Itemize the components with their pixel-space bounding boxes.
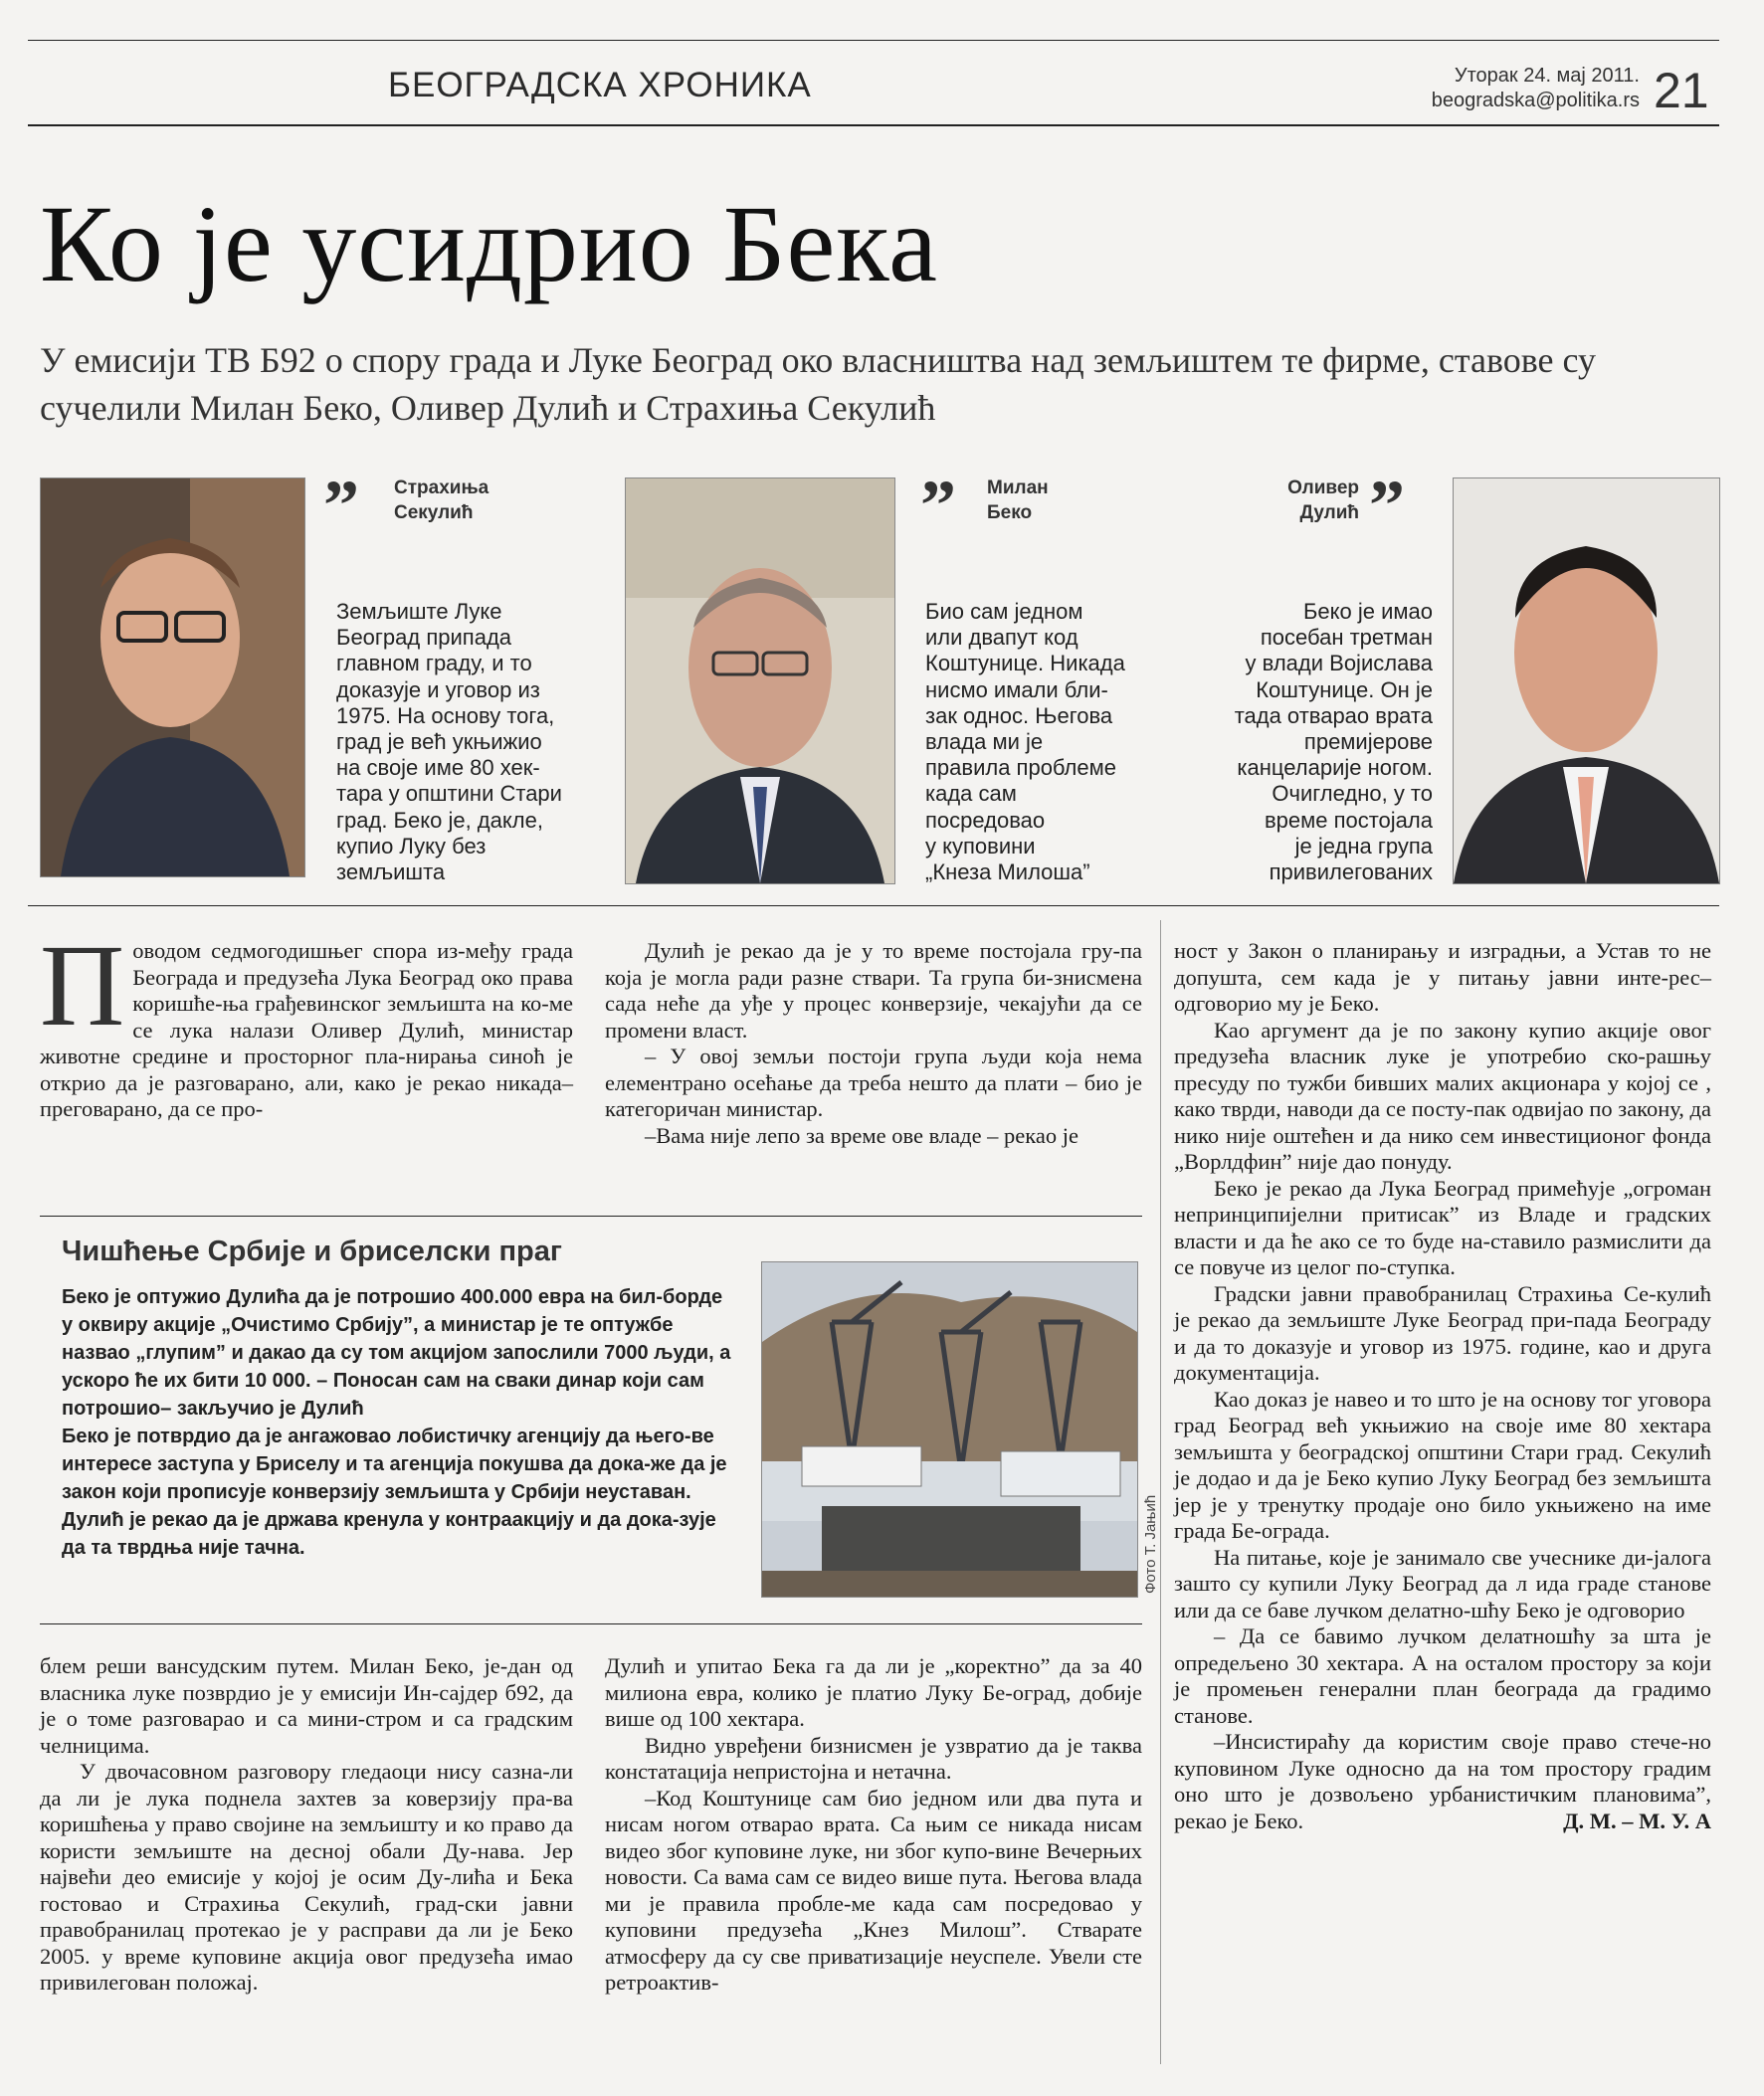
sidebar-text [62,1283,732,1562]
quote-line: град је већ укњижио [336,729,542,755]
quote-line: премијерове [1303,729,1433,755]
body-paragraph: На питање, које је занимало све учеснике ди-јалога зашто су купили Луку Београд да л ида граде станове или да се баве лучком делатно-шћу Беко је одговорио [1174,1544,1711,1622]
quote-line: 1975. На основу тога, [336,702,555,728]
sidebar-top-rule [40,1216,1142,1217]
quote-line: посебан третман [1260,625,1433,651]
port-cranes-image [762,1262,1137,1597]
body-paragraph: –Вама није лепо за време ове владе – рекао је [645,1122,1078,1148]
quote-line: град. Беко је, дакле, [336,807,543,833]
quote-name-sekulic [394,476,489,525]
sidebar-title: Чишћење Србије и бриселски праг [62,1236,562,1267]
body-column-2-bottom [605,1653,1142,1997]
page-number: 21 [1654,63,1709,118]
quote-name-line1: Страхиња [394,477,490,498]
quote-line: Коштунице. Он је [1256,676,1433,702]
quote-line: Очигледно, у то [1272,781,1433,807]
section-title: БЕОГРАДСКА ХРОНИКА [388,66,812,104]
body-text: оводом седмогодишњег спора из-међу града Београда и предузећа Лука Београд око права коришће-ња грађевинског земљишта на ко-ме се лука налази Оливер Дулић, министар животне средине и просторног пла-нирања синоћ је открио да је разговарано, али, како је рекао никада– преговарано, да се про- [40,938,573,1121]
body-paragraph [40,920,573,1123]
quote-mark-dulic: ” [1369,466,1405,545]
author-signature: Д. М. – М. У. А [1563,1808,1711,1833]
photo-dulic [1453,477,1720,884]
body-paragraph: Дулић је рекао да је у то време постојала гру-па која је могла ради разне ствари. Та група би-знисмена сада неће да уђе у процес конверзије, чекајући да се промени власт. [605,938,1142,1043]
body-text: –Инсистираћу да користим своје право стече-но куповином Луке односно да на том простору градим оно што је дозвољено урбанистичким плановима”, рекао је Беко. [1174,1729,1711,1833]
quote-line: главном граду, и то [336,651,532,676]
quote-line: доказује и уговор из [336,676,540,702]
body-paragraph: Дулић и упитао Бека га да ли је „коректно” да за 40 милиона евра, колико је платио Луку Бе-оград, добије више од 100 хектара. [605,1653,1142,1731]
body-paragraph: блем реши вансудским путем. Милан Беко, је-дан од власника луке позврдио је у емисији Ин-сајдер б92, да је о томе разговарао и са мини-стром и са градским челницима. [40,1653,573,1758]
contact-email: beogradska@politika.rs [1431,90,1640,111]
quote-line: Био сам једном [925,599,1083,624]
quote-line: Беко је имао [1302,599,1433,624]
quote-line: посредовао [925,807,1046,833]
body-paragraph: Беко је рекао да Лука Београд примећује „огроман непринципијелни притисак” из Владе и градских власти и да ће ако се то буде на-ставило размислити да се повуче из целог по-ступка. [1174,1175,1711,1279]
quote-line: правила проблеме [925,755,1116,781]
quote-line: у куповини [925,833,1036,858]
quote-line: „Кнеза Милоша” [925,859,1090,885]
quote-line: земљишта [336,859,446,885]
body-paragraph: Видно увређени бизнисмен је узвратио да је таква констатација непристојна и нетачна. [605,1732,1142,1784]
quote-line: нисмо имали бли- [925,676,1108,702]
article-title: Ко је усидрио Бека [40,183,938,304]
issue-date-block [1411,64,1640,113]
quote-name-beko [987,476,1049,525]
body-column-2-top [605,938,1142,1149]
quote-line: када сам [925,781,1017,807]
quote-name-line2: Секулић [394,502,474,523]
body-paragraph: Као аргумент да је по закону купио акције овог предузећа власник луке је употребио ско-рашњу пресуду по тужби бивших малих акционара у којој се , како тврди, наводи да се посту-пак одвијао по закону, да нико није оштећен и да нико сем инвестиционог фонда „Ворлдфин” није дао понуду. [1174,1017,1711,1174]
body-paragraph: –Код Коштунице сам био једном или два пута и нисам ногом отварао врата. Са њим се никада нисам видео због куповине луке, ни због купо-вине Вечерњих новости. Са вама сам се видео више пута. Његова влада ми је правила пробле-ме када сам посредовао у куповини предузећа „Кнез Милош”. Стварате атмосферу да су све приватизације неуспеле. Увели сте ретроактив- [605,1785,1142,1995]
sidebar-paragraph: Дулић је рекао да је држава кренула у контраакцију и да дока-зује да та тврдња није тачна. [62,1509,716,1559]
issue-date: Уторак 24. мај 2011. [1454,65,1640,87]
body-paragraph: – У овој земљи постоји група људи која нема елементрано осећање да треба нешто да плати – био је категоричан министар. [605,1044,1142,1121]
quote-line: на своје име 80 хек- [336,755,540,781]
quote-line: зак однос. Његова [925,702,1113,728]
quote-line: Београд припада [336,625,512,651]
quote-line: тада отварао врата [1234,702,1433,728]
quote-name-line2: Дулић [1299,502,1359,523]
portrait-dulic [1454,478,1719,883]
quote-mark-sekulic: ” [323,466,359,545]
quote-line: канцеларије ногом. [1237,755,1433,781]
sidebar-paragraph: Беко је оптужио Дулића да је потрошио 400.000 евра на бил-борде у оквиру акције „Очистимо Србију”, а министар је те оптужбе назвао „глупим” и дакао да су том акцијом запослили 7000 људи, а ускоро ће их бити 10 000. – Поносан сам на сваки динар који сам потрошио– закључио је Дулић [62,1286,731,1420]
quote-name-line1: Оливер [1287,477,1359,498]
body-paragraph: ност у Закон о планирању и изградњи, а Устав то не допушта, сем када је у питању јавни инте-рес– одговорио му је Беко. [1174,938,1711,1016]
quote-name-dulic [1283,476,1359,525]
quote-line: у влади Војислава [1245,651,1433,676]
body-paragraph: У двочасовном разговору гледаоци нису сазна-ли да ли је лука поднела захтев за коверзију пра-ва коришћења у право својине на земљишту и ко право да користи земљиште на десној обали Ду-нава. Јер највећи део емисије у којој је осим Ду-лића и Бека гостовао и Страхиња Секулић, град-ски јавни правобранилац протекао је у расправи да ли је Беко 2005. у време куповине акција овог предузећа имао привилегован положај. [40,1759,573,1995]
quote-line: тара у општини Стари [336,781,562,807]
photo-sekulic [40,477,305,877]
article-lead: У емисији ТВ Б92 о спору града и Луке Београд око власништва над земљиштем те фирме, ставове су сучелили Милан Беко, Оливер Дулић и Страхиња Секулић [40,340,1597,428]
portrait-beko [626,478,894,883]
header-top-rule [28,40,1719,41]
body-paragraph: – Да се бавимо лучком делатношћу за шта је опредељено 30 хектара. А на осталом простору за који је промењен генерални план београда да градимо станове. [1174,1623,1711,1728]
body-paragraph: Као доказ је навео и то што је на основу тог уговора град Београд већ укњижио на своје име 80 хектара земљишта у београдској општини Стари град. Секулић је додао и да је Беко купио Луку Београд без земљишта јер је у тренутку продаје оно било укњижено на име града Бе-ограда. [1174,1386,1711,1543]
quote-line: је једна група [1294,833,1433,858]
header-bottom-rule [28,124,1719,126]
photo-port [761,1261,1138,1598]
drop-cap: П [40,920,125,1050]
body-column-1-top [40,920,573,1123]
sidebar-bottom-rule [40,1623,1142,1624]
quote-line: или двапут код [925,625,1078,651]
quote-line: привилегованих [1269,859,1433,885]
photo-credit: Фото Т. Јањић [1142,1494,1159,1594]
quote-line: Коштунице. Никада [925,651,1125,676]
quote-text-beko [925,599,1184,885]
quote-name-line2: Беко [987,502,1033,523]
body-paragraph: Градски јавни правобранилац Страхиња Се-кулић је рекао да земљиште Луке Београд при-пада Београду и да то доказује и уговор из 1975. године, као и друга документација. [1174,1280,1711,1385]
quote-line: купио Луку без [336,833,487,858]
body-paragraph [1174,1729,1711,1834]
quote-line: време постојала [1264,807,1433,833]
body-column-3 [1174,938,1711,1834]
quote-line: Земљиште Луке [336,599,502,624]
quote-name-line1: Милан [987,477,1049,498]
quote-text-sekulic [336,599,595,885]
quote-mark-beko: ” [920,466,956,545]
quotes-bottom-rule [28,905,1719,906]
quote-text-dulic [1174,599,1433,885]
sidebar-paragraph: Беко је потврдио да је ангажовао лобистичку агенцију да њего-ве интересе заступа у Бриселу и та агенција покушва да дока-же да је закон који прописује конверзију земљишта у Србији неуставан. [62,1426,727,1503]
column-divider [1160,920,1161,2064]
quote-line: влада ми је [925,729,1044,755]
portrait-sekulic [41,478,304,876]
body-column-1-bottom [40,1653,573,1997]
photo-beko [625,477,895,884]
